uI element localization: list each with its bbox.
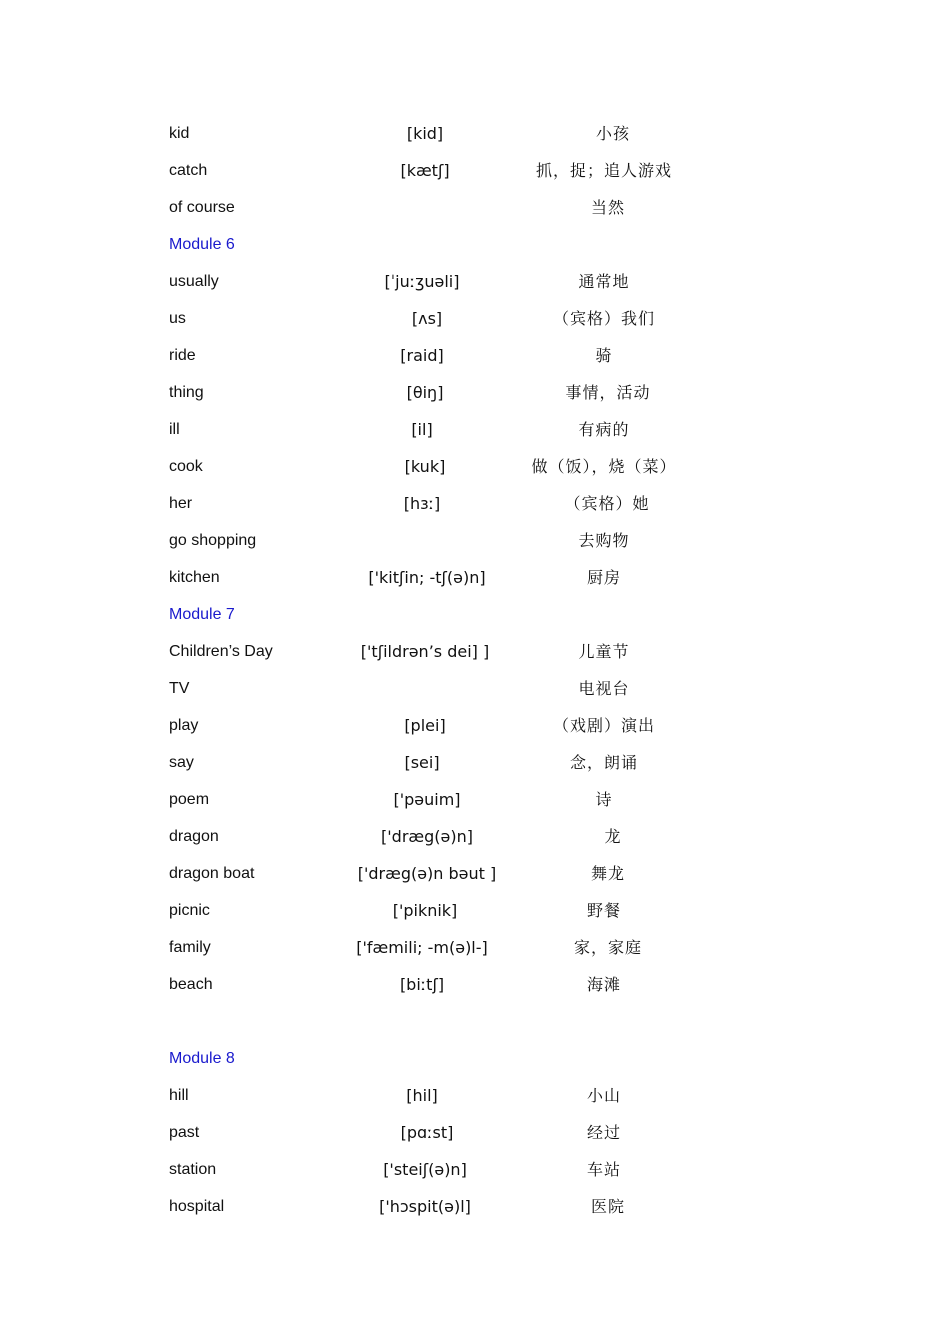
vocab-word: catch (169, 162, 208, 179)
vocab-meaning: 通常地 (578, 272, 630, 291)
vocab-phonetic: ['tʃildrən’s dei] ] (360, 642, 490, 661)
vocab-row (0, 489, 950, 519)
vocab-word: picnic (169, 902, 210, 919)
vocab-phonetic: ['piknik] (392, 901, 458, 920)
vocab-row (0, 859, 950, 889)
vocab-phonetic: ['dræg(ə)n bəut ] (357, 864, 497, 883)
vocab-word: usually (169, 273, 219, 290)
vocab-row (0, 526, 950, 556)
vocab-meaning: 医院 (590, 1197, 626, 1216)
vocab-word: beach (169, 976, 213, 993)
vocab-row (0, 637, 950, 667)
vocab-row (0, 1192, 950, 1222)
vocab-word: cook (169, 458, 203, 475)
vocab-row (0, 674, 950, 704)
vocab-word: ill (169, 421, 180, 438)
vocab-meaning: 厨房 (586, 568, 622, 587)
vocab-word: dragon boat (169, 865, 255, 882)
vocab-meaning: 做（饭），烧（菜） (531, 457, 677, 476)
vocab-phonetic: [biːtʃ] (399, 975, 445, 994)
vocab-phonetic: [kætʃ] (400, 161, 450, 180)
vocab-word: station (169, 1161, 217, 1178)
vocab-meaning: 去购物 (578, 531, 630, 550)
vocab-row (0, 452, 950, 482)
module-heading: Module 7 (169, 606, 235, 623)
vocab-meaning: （宾格）她 (564, 494, 650, 513)
vocab-meaning: 骑 (595, 346, 613, 365)
vocab-phonetic: [θiŋ] (406, 383, 444, 402)
vocab-phonetic: [raid] (400, 346, 444, 365)
vocab-word: hospital (169, 1198, 225, 1215)
vocab-meaning: 野餐 (586, 901, 622, 920)
module-heading: Module 6 (169, 236, 235, 253)
vocab-word: play (169, 717, 199, 734)
vocab-row (0, 193, 950, 223)
vocab-row (0, 267, 950, 297)
vocab-meaning: （戏剧）演出 (552, 716, 656, 735)
vocab-row (0, 341, 950, 371)
vocab-meaning: 舞龙 (590, 864, 626, 883)
vocab-meaning: 龙 (604, 827, 622, 846)
vocab-row (0, 304, 950, 334)
vocab-word: ride (169, 347, 196, 364)
vocab-phonetic: ['fæmili; -m(ə)l-] (356, 938, 488, 957)
vocab-meaning: 念，朗诵 (569, 753, 639, 772)
vocab-meaning: 家，家庭 (573, 938, 643, 957)
vocab-phonetic: [ʌs] (411, 309, 443, 328)
vocab-meaning: 经过 (586, 1123, 622, 1142)
vocab-phonetic: ['hɔspit(ə)l] (379, 1197, 471, 1216)
vocab-word: kitchen (169, 569, 220, 586)
vocab-row (0, 1081, 950, 1111)
vocab-row (0, 748, 950, 778)
vocab-phonetic: [plei] (404, 716, 446, 735)
vocab-meaning: 抓，捉；追人游戏 (535, 161, 673, 180)
vocab-phonetic: ['steiʃ(ə)n] (383, 1160, 467, 1179)
vocab-word: say (169, 754, 194, 771)
vocab-row (0, 933, 950, 963)
vocab-meaning: 儿童节 (578, 642, 630, 661)
vocab-word: past (169, 1124, 200, 1141)
vocab-row (0, 119, 950, 149)
vocab-word: thing (169, 384, 204, 401)
vocab-meaning: 诗 (595, 790, 613, 809)
vocab-meaning: 小孩 (595, 124, 631, 143)
vocab-row (0, 563, 950, 593)
vocab-phonetic: [pɑːst] (400, 1123, 454, 1142)
vocab-phonetic: [hɜː] (403, 494, 441, 513)
vocab-phonetic: [sei] (404, 753, 440, 772)
vocab-phonetic: ['kitʃin; -tʃ(ə)n] (368, 568, 486, 587)
vocab-meaning: 电视台 (578, 679, 630, 698)
vocab-word: TV (169, 680, 190, 697)
vocab-row (0, 970, 950, 1000)
vocab-word: poem (169, 791, 210, 808)
vocab-phonetic: ['dræg(ə)n] (381, 827, 473, 846)
module-heading: Module 8 (169, 1050, 235, 1067)
vocab-phonetic: [ˈjuːʒuəli] (384, 272, 460, 291)
vocab-meaning: 有病的 (578, 420, 630, 439)
vocab-phonetic: [hil] (406, 1086, 438, 1105)
vocab-row (0, 822, 950, 852)
vocab-word: go shopping (169, 532, 257, 549)
vocab-row (0, 415, 950, 445)
vocab-phonetic: [kid] (406, 124, 444, 143)
vocab-word: hill (169, 1087, 189, 1104)
vocab-word: her (169, 495, 193, 512)
vocab-row (0, 711, 950, 741)
vocab-row (0, 156, 950, 186)
vocab-word: family (169, 939, 211, 956)
vocab-row (0, 1155, 950, 1185)
vocab-row (0, 896, 950, 926)
vocab-row (0, 1118, 950, 1148)
vocab-row (0, 378, 950, 408)
vocab-word: us (169, 310, 186, 327)
vocab-meaning: 车站 (586, 1160, 622, 1179)
vocab-row (0, 785, 950, 815)
vocab-meaning: （宾格）我们 (552, 309, 656, 328)
vocab-meaning: 当然 (590, 198, 626, 217)
vocab-meaning: 小山 (586, 1086, 622, 1105)
vocab-phonetic: [kuk] (404, 457, 446, 476)
vocab-phonetic: [il] (411, 420, 433, 439)
vocab-meaning: 事情，活动 (565, 383, 651, 402)
vocab-word: dragon (169, 828, 219, 845)
vocab-word: Children’s Day (169, 643, 273, 660)
vocab-meaning: 海滩 (586, 975, 622, 994)
vocab-phonetic: ['pəuim] (393, 790, 461, 809)
vocab-word: of course (169, 199, 235, 216)
vocab-word: kid (169, 125, 190, 142)
